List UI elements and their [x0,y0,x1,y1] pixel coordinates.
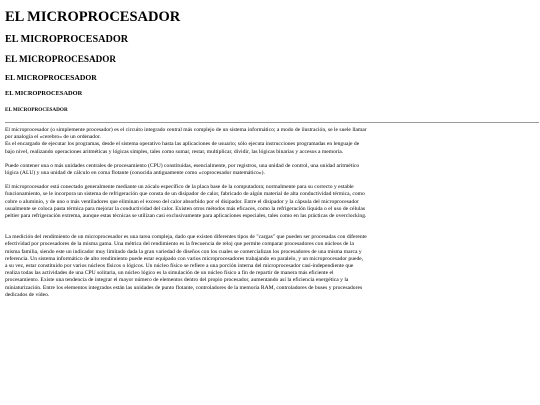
heading-level-4: EL MICROPROCESADOR [5,73,97,82]
paragraph-cpu-units: Puede contener una o más unidades centrales de procesamiento (CPU) constituidas, esencialmente, por registros, una unidad de control, una unidad aritmético lógica (ALU) y una unidad de cálculo en coma flotante (conocida antiguamente como «coprocesador matemático»). [5,162,360,177]
paragraph-function: Es el encargado de ejecutar los programas, desde el sistema operativo hasta las aplicaciones de usuario; sólo ejecuta instrucciones programadas en lenguaje de bajo nivel, realizando operaciones aritméticas y lógicas simples, tales como sumar, restar, multiplicar, dividir, las lógicas binarias y accesos a memoria. [5,141,360,155]
heading-level-3: EL MICROPROCESADOR [5,54,117,64]
section-divider [5,122,539,123]
heading-level-1: EL MICROPROCESADOR [5,9,181,25]
heading-level-5: EL MICROPROCESADOR [5,90,83,97]
heading-level-6: EL MICROPROCESADOR [5,107,68,113]
heading-level-2: EL MICROPROCESADOR [5,34,129,45]
paragraph-cooling: El microprocesador está conectado generalmente mediante un zócalo específico de la placa base de la computadora; normalmente para su correcto y estable funcionamiento, se le incorpora un sistema de refrigeración que consta de un disipador de calor, fabricado de algún material de alta conductividad térmica, como cobre o aluminio, y de uno o más ventiladores que eliminan el exceso del calor absorbido por el disipador. Entre el disipador y la cápsula del microprocesador usualmente se coloca pasta térmica para mejorar la conductividad del calor. Existen otros métodos más eficaces, como la refrigeración líquida o el uso de células peltier para refrigeración extrema, aunque estas técnicas se utilizan casi exclusivamente para aplicaciones especiales, tales como en las prácticas de overclocking. [5,184,367,220]
paragraph-performance: La medición del rendimiento de un microprocesador es una tarea compleja, dado que existen diferentes tipos de "cargas" que pueden ser procesadas con diferente efectividad por procesadores de la misma gama. Una métrica del rendimiento es la frecuencia de reloj que permite comparar procesadores con núcleos de la misma familia, siendo este un indicador muy limitado dada la gran variedad de diseños con los cuales se comercializan los procesadores de una misma marca y referencia. Un sistema informático de alto rendimiento puede estar equipado con varios microprocesadores trabajando en paralelo, y un microprocesador puede, a su vez, estar constituido por varios núcleos físicos o lógicos. Un núcleo físico se refiere a una porción interna del microprocesador casi-independiente que realiza todas las actividades de una CPU solitaria, un núcleo lógico es la simulación de un núcleo físico a fin de repartir de manera más eficiente el procesamiento. Existe una tendencia de integrar el mayor número de elementos dentro del propio procesador, aumentando así la eficiencia energética y la miniaturización. Entre los elementos integrados están las unidades de punto flotante, controladores de la memoria RAM, controladores de buses y procesadores dedicados de vídeo. [5,234,367,298]
paragraph-intro: El microprocesador (o simplemente procesador) es el circuito integrado central más complejo de un sistema informático; a modo de ilustración, se le suele llamar por analogía el «cerebro» de un ordenador. [5,127,367,141]
